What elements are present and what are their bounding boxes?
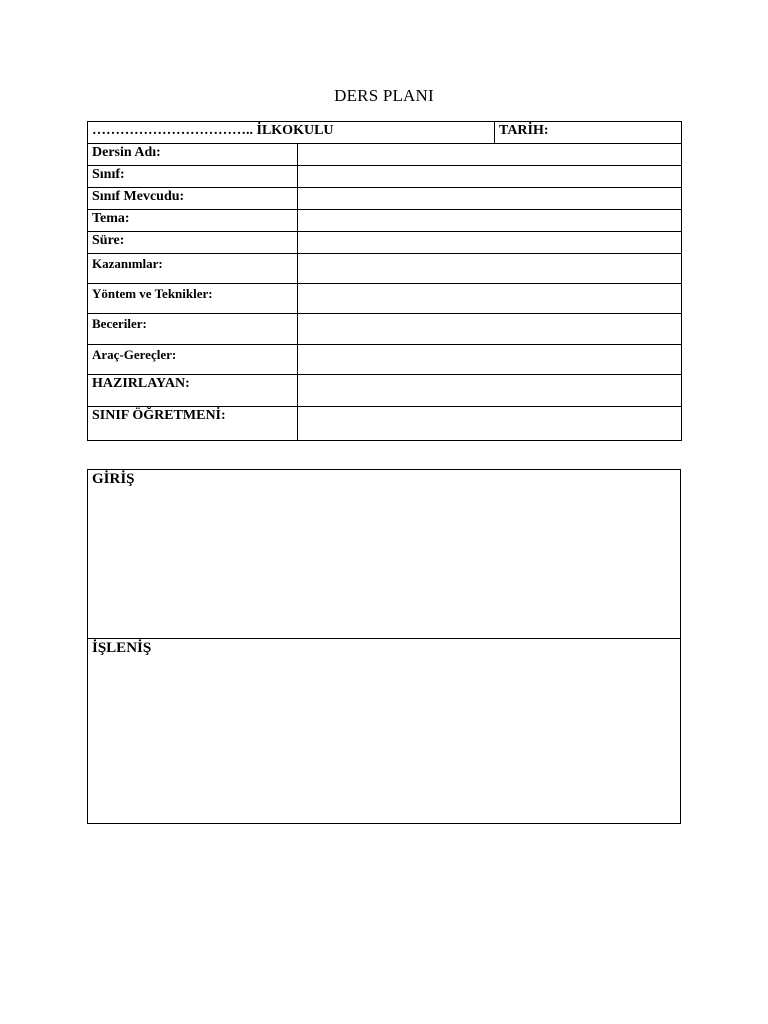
row-label-sure: Süre: — [88, 232, 298, 254]
lesson-sections-box — [87, 469, 681, 824]
row-value-arac-gerecler[interactable] — [298, 345, 682, 375]
table-row — [88, 284, 682, 314]
table-row — [88, 144, 682, 166]
row-value-hazirlayan[interactable] — [298, 375, 682, 407]
row-label-kazanimlar: Kazanımlar: — [88, 254, 298, 284]
row-value-kazanimlar[interactable] — [298, 254, 682, 284]
row-label-beceriler: Beceriler: — [88, 314, 298, 345]
school-name-cell[interactable]: …………………………….. İLKOKULU — [88, 122, 495, 144]
islenis-title: İŞLENİŞ — [92, 640, 152, 656]
row-value-yontem-teknikler[interactable] — [298, 284, 682, 314]
table-row — [88, 314, 682, 345]
row-label-sinif-mevcudu: Sınıf Mevcudu: — [88, 188, 298, 210]
table-row — [88, 232, 682, 254]
giris-section[interactable] — [88, 470, 680, 639]
table-row — [88, 188, 682, 210]
table-row — [88, 375, 682, 407]
row-value-dersin-adi[interactable] — [298, 144, 682, 166]
row-value-sinif-ogretmeni[interactable] — [298, 407, 682, 441]
row-label-hazirlayan: HAZIRLAYAN: — [88, 375, 298, 407]
row-label-sinif-ogretmeni: SINIF ÖĞRETMENİ: — [88, 407, 298, 441]
lesson-info-table — [87, 121, 682, 441]
row-label-arac-gerecler: Araç-Gereçler: — [88, 345, 298, 375]
row-label-tema: Tema: — [88, 210, 298, 232]
row-label-yontem-teknikler: Yöntem ve Teknikler: — [88, 284, 298, 314]
row-value-beceriler[interactable] — [298, 314, 682, 345]
row-value-tema[interactable] — [298, 210, 682, 232]
row-label-sinif: Sınıf: — [88, 166, 298, 188]
page-title: DERS PLANI — [334, 86, 434, 105]
row-label-dersin-adi: Dersin Adı: — [88, 144, 298, 166]
table-row — [88, 345, 682, 375]
row-value-sinif[interactable] — [298, 166, 682, 188]
table-row — [88, 166, 682, 188]
giris-title: GİRİŞ — [92, 471, 135, 487]
table-row — [88, 407, 682, 441]
row-value-sinif-mevcudu[interactable] — [298, 188, 682, 210]
date-cell[interactable]: TARİH: — [495, 122, 682, 144]
islenis-section[interactable] — [88, 639, 680, 824]
table-row — [88, 254, 682, 284]
row-value-sure[interactable] — [298, 232, 682, 254]
table-row — [88, 210, 682, 232]
table-row-header — [88, 122, 682, 144]
